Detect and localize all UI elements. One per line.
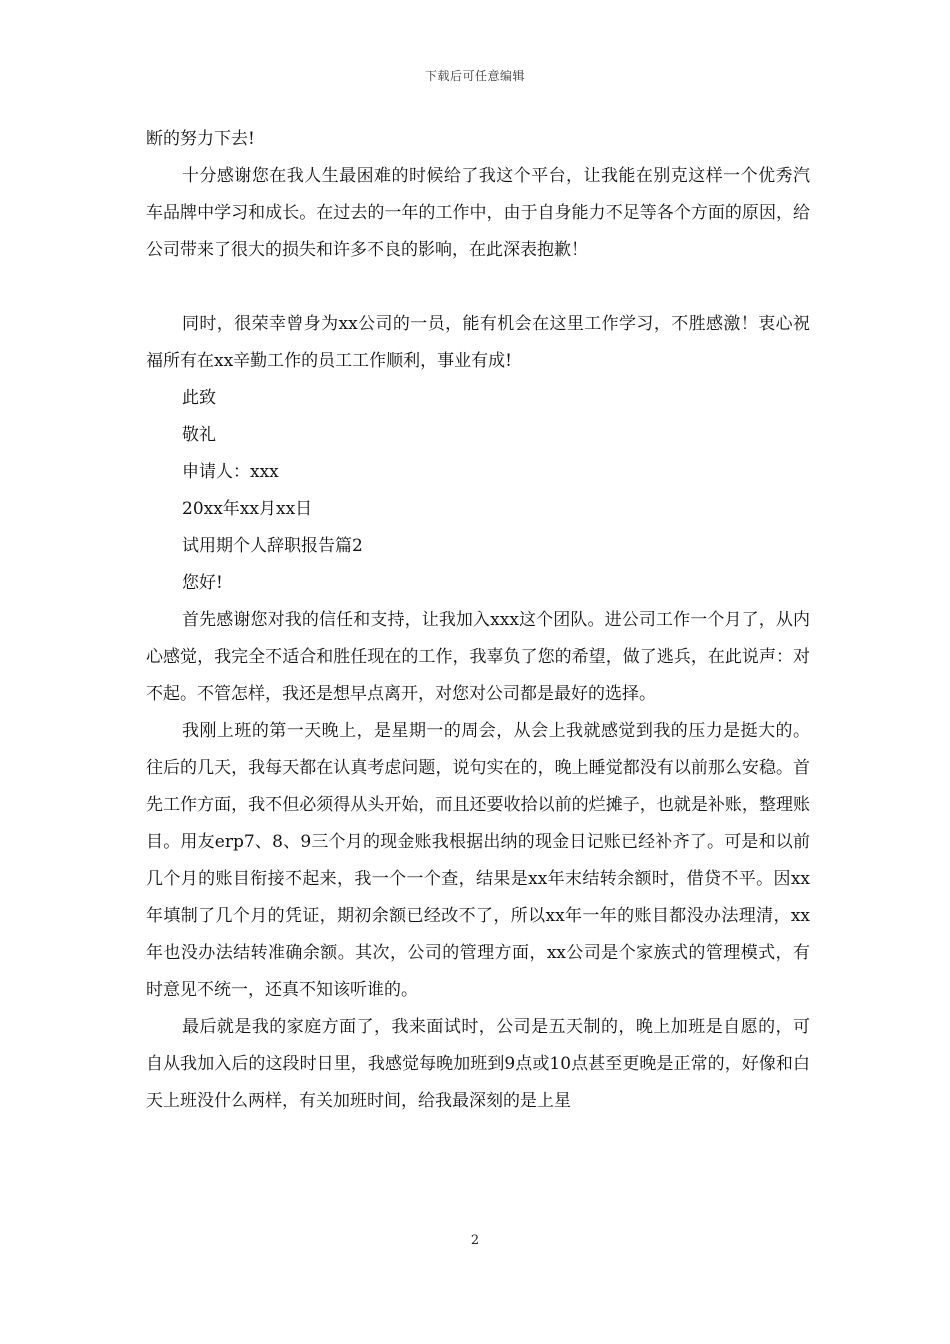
document-body [146, 121, 810, 1120]
paragraph-work: 我刚上班的第一天晚上，是星期一的周会，从会上我就感觉到我的压力是挺大的。往后的几天，我每天都在认真考虑问题，说句实在的，晚上睡觉都没有以前那么安稳。首先工作方面，我不但必须得从头开始，而且还要收拾以前的烂摊子，也就是补账，整理账目。用友erp7、8、9三个月的现金账我根据出纳的现金日记账已经补齐了。可是和以前几个月的账目衔接不起来，我一个一个查，结果是xx年末结转余额时，借贷不平。因xx年填制了几个月的凭证，期初余额已经改不了，所以xx年一年的账目都没办法理清，xx年也没办法结转准确余额。其次，公司的管理方面，xx公司是个家族式的管理模式，有时意见不统一，还真不知该听谁的。 [146, 721, 810, 1000]
paragraph-wishes: 同时，很荣幸曾身为xx公司的一员，能有机会在这里工作学习，不胜感激！衷心祝福所有在xx辛勤工作的员工工作顺利，事业有成! [146, 314, 810, 371]
page-number: 2 [470, 1233, 480, 1248]
greeting: 您好! [182, 573, 223, 593]
closing-salutation: 此致 [182, 388, 216, 408]
paragraph-thanks: 十分感谢您在我人生最困难的时候给了我这个平台，让我能在别克这样一个优秀汽车品牌中学习和成长。在过去的一年的工作中，由于自身能力不足等各个方面的原因，给公司带来了很大的损失和许多不良的影响，在此深表抱歉！ [146, 166, 810, 260]
blank-line [146, 269, 810, 306]
closing-regards: 敬礼 [182, 425, 216, 445]
header-note: 下载后可任意编辑 [424, 69, 525, 83]
paragraph-intro: 首先感谢您对我的信任和支持，让我加入xxx这个团队。进公司工作一个月了，从内心感觉，我完全不适合和胜任现在的工作，我辜负了您的希望，做了逃兵，在此说声：对不起。不管怎样，我还是想早点离开，对您对公司都是最好的选择。 [146, 610, 810, 704]
applicant-line: 申请人：xxx [182, 462, 279, 482]
date-line: 20xx年xx月xx日 [182, 499, 313, 519]
paragraph-family: 最后就是我的家庭方面了，我来面试时，公司是五天制的，晚上加班是自愿的，可自从我加入后的这段时日里，我感觉每晚加班到9点或10点甚至更晚是正常的，好像和白天上班没什么两样，有关加班时间，给我最深刻的是上星 [146, 1017, 810, 1111]
section-title: 试用期个人辞职报告篇2 [182, 536, 363, 556]
paragraph-continuation: 断的努力下去! [146, 129, 255, 149]
